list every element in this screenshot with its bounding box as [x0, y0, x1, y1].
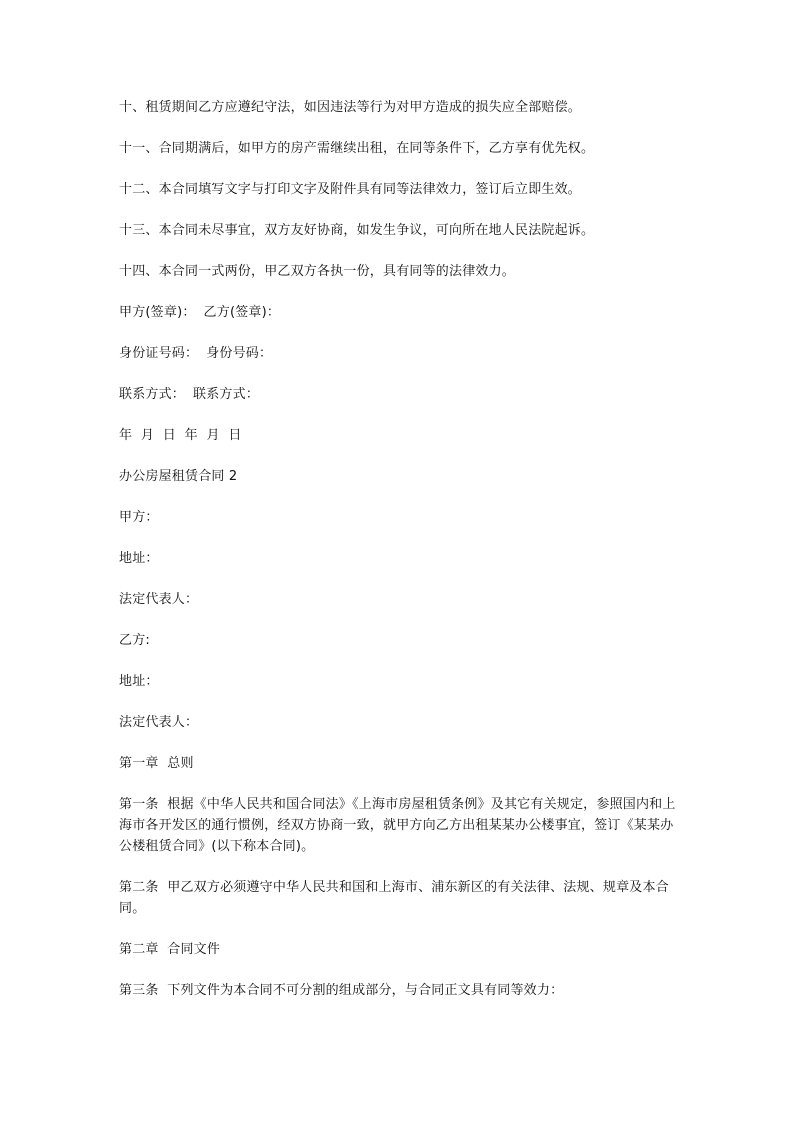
party-a-address-label: 地址： [119, 551, 159, 566]
article-3: 第三条 下列文件为本合同不可分割的组成部分，与合同正文具有同等效力： [119, 983, 564, 998]
party-a-label: 甲方： [119, 510, 159, 525]
party-b-representative-label: 法定代表人： [119, 715, 199, 730]
party-a-contact-label: 联系方式： [119, 387, 186, 402]
party-b-label: 乙方: [119, 633, 150, 648]
document-page [119, 97, 679, 1021]
clause-14: 十四、本合同一式两份，甲乙双方各执一份，具有同等的法律效力。 [119, 264, 516, 279]
clause-11: 十一、合同期满后，如甲方的房产需继续出租，在同等条件下，乙方享有优先权。 [119, 141, 595, 156]
party-b-sign-label: 乙方(签章)： [203, 305, 281, 320]
chapter-1-heading: 第一章 总则 [119, 756, 194, 771]
clause-13: 十三、本合同未尽事宜，双方友好协商，如发生争议，可向所在地人民法院起诉。 [119, 223, 595, 238]
chapter-2-heading: 第二章 合同文件 [119, 942, 221, 957]
party-a-representative-label: 法定代表人： [119, 592, 199, 607]
contact-row [119, 384, 679, 405]
party-b-address-label: 地址： [119, 674, 159, 689]
article-2: 第二条 甲乙双方必须遵守中华人民共和国和上海市、浦东新区的有关法律、法规、规章及本合同。 [119, 880, 669, 916]
clause-12: 十二、本合同填写文字与打印文字及附件具有同等法律效力，签订后立即生效。 [119, 182, 582, 197]
party-b-id-label: 身份号码： [206, 346, 273, 361]
party-b-contact-label: 联系方式： [193, 387, 260, 402]
date-line: 年 月 日 年 月 日 [119, 428, 242, 443]
contract-2-title: 办公房屋租赁合同 2 [119, 469, 238, 484]
clause-10: 十、租赁期间乙方应遵纪守法，如因违法等行为对甲方造成的损失应全部赔偿。 [119, 100, 582, 115]
id-number-row [119, 343, 679, 364]
party-a-id-label: 身份证号码： [119, 346, 199, 361]
party-a-sign-label: 甲方(签章)： [119, 305, 196, 320]
article-1: 第一条 根据《中华人民共和国合同法》《上海市房屋租赁条例》及其它有关规定，参照国内和上海市各开发区的通行惯例，经双方协商一致，就甲方向乙方出租某某办公楼事宜，签订《某某办公楼租赁合同》(以下称本合同)。 [119, 797, 676, 854]
signature-row [119, 302, 679, 323]
